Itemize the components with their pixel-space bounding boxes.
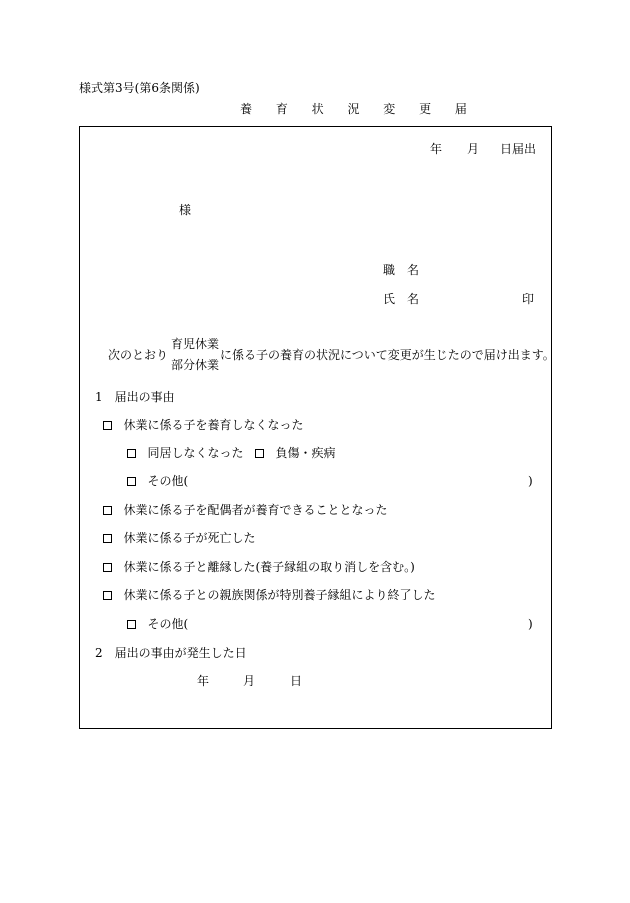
- item-label: 休業に係る子と離縁した(養子縁組の取り消しを含む。): [123, 560, 415, 574]
- intro-suffix: に係る子の養育の状況について変更が生じたので届け出ます。: [220, 348, 555, 362]
- name-label: 氏 名: [383, 292, 420, 306]
- checkbox-icon[interactable]: [103, 534, 112, 543]
- checkbox-item-adoption-dissolved[interactable]: [103, 561, 415, 573]
- section2-heading: 2 届出の事由が発生した日: [95, 646, 247, 660]
- seal-mark: 印: [522, 292, 535, 306]
- item-label: その他(: [147, 617, 189, 631]
- checkbox-icon[interactable]: [103, 563, 112, 572]
- occurrence-day-label: 日: [290, 674, 303, 688]
- date-day-submit-label: 日届出: [500, 142, 537, 156]
- checkbox-icon[interactable]: [127, 477, 136, 486]
- addressee-suffix: 様: [179, 203, 192, 217]
- item-label: 休業に係る子との親族関係が特別養子縁組により終了した: [123, 588, 436, 602]
- form-number: 様式第3号(第6条関係): [79, 81, 200, 95]
- occurrence-month-label: 月: [243, 674, 256, 688]
- date-year-label: 年: [430, 142, 443, 156]
- checkbox-item-other-1[interactable]: [127, 475, 188, 487]
- checkbox-icon[interactable]: [103, 591, 112, 600]
- leave-type-stack: [171, 334, 219, 376]
- checkbox-item-injury-illness[interactable]: [255, 447, 335, 459]
- page-title: 養 育 状 況 変 更 届: [240, 102, 477, 116]
- checkbox-item-spouse-can-care[interactable]: [103, 504, 387, 516]
- checkbox-item-child-died[interactable]: [103, 532, 255, 544]
- checkbox-icon[interactable]: [255, 449, 264, 458]
- checkbox-item-other-2[interactable]: [127, 618, 188, 630]
- checkbox-icon[interactable]: [127, 620, 136, 629]
- leave-option-childcare: 育児休業: [171, 337, 220, 351]
- checkbox-item-special-adoption[interactable]: [103, 589, 435, 601]
- position-label: 職 名: [383, 263, 420, 277]
- intro-prefix: 次のとおり: [108, 348, 169, 362]
- date-month-label: 月: [467, 142, 480, 156]
- leave-option-partial: 部分休業: [171, 358, 220, 372]
- other-1-close-paren: ): [528, 474, 533, 488]
- checkbox-item-no-longer-caring[interactable]: [103, 419, 303, 431]
- checkbox-icon[interactable]: [103, 421, 112, 430]
- item-label: 休業に係る子を配偶者が養育できることとなった: [123, 503, 388, 517]
- item-label: 休業に係る子が死亡した: [123, 531, 256, 545]
- item-label: その他(: [147, 474, 189, 488]
- occurrence-year-label: 年: [197, 674, 210, 688]
- checkbox-icon[interactable]: [127, 449, 136, 458]
- checkbox-icon[interactable]: [103, 506, 112, 515]
- other-2-close-paren: ): [528, 617, 533, 631]
- item-label: 負傷・疾病: [275, 446, 336, 460]
- item-label: 同居しなくなった: [147, 446, 244, 460]
- section1-heading: 1 届出の事由: [95, 390, 175, 404]
- checkbox-item-not-cohabiting[interactable]: [127, 447, 243, 459]
- item-label: 休業に係る子を養育しなくなった: [123, 418, 304, 432]
